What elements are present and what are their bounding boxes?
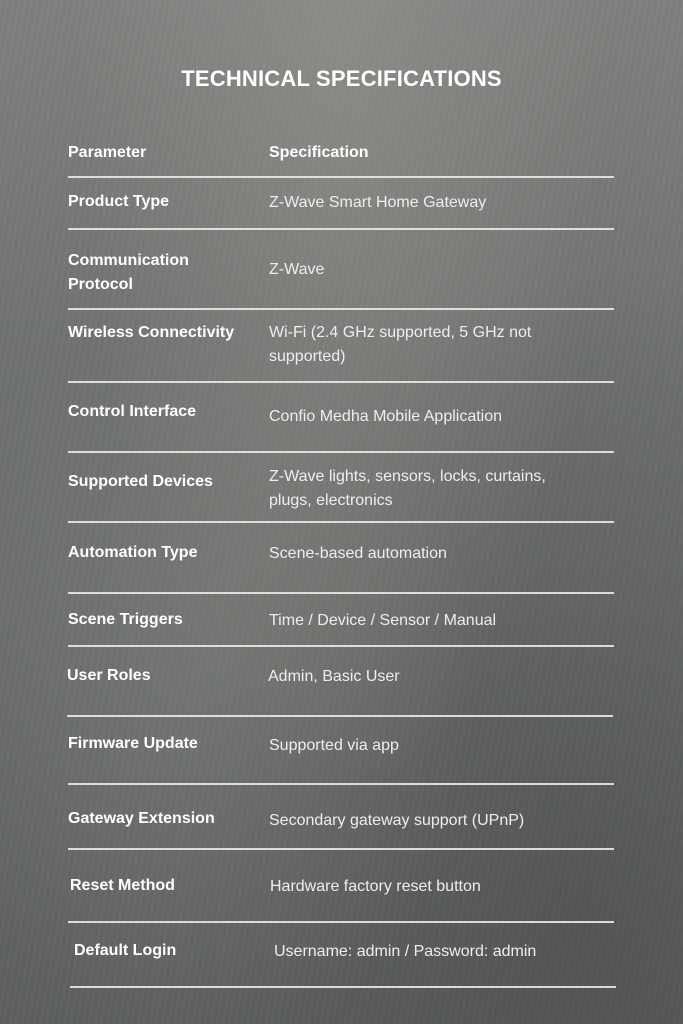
header-parameter: Parameter	[68, 144, 147, 161]
table-divider	[68, 381, 614, 383]
table-divider	[68, 848, 614, 850]
table-divider	[68, 308, 614, 310]
row-spec-reset-method: Hardware factory reset button	[270, 878, 481, 895]
row-spec-wireless-connectivity: Wi-Fi (2.4 GHz supported, 5 GHz not supported)	[269, 324, 532, 365]
row-spec-communication-protocol: Z-Wave	[269, 261, 325, 278]
row-spec-scene-triggers: Time / Device / Sensor / Manual	[269, 612, 497, 629]
table-divider	[68, 645, 614, 647]
table-divider	[68, 521, 614, 523]
row-parameter-gateway-extension: Gateway Extension	[68, 810, 215, 827]
table-divider	[68, 228, 614, 230]
row-parameter-product-type: Product Type	[68, 193, 170, 210]
row-spec-default-login: Username: admin / Password: admin	[274, 943, 537, 960]
row-parameter-reset-method: Reset Method	[70, 877, 175, 894]
row-parameter-default-login: Default Login	[74, 942, 177, 959]
table-divider	[68, 592, 614, 594]
header-specification: Specification	[269, 144, 369, 161]
table-divider	[68, 176, 614, 178]
row-spec-supported-devices: Z-Wave lights, sensors, locks, curtains, plugs, electronics	[269, 468, 546, 509]
row-parameter-control-interface: Control Interface	[68, 403, 197, 420]
row-parameter-supported-devices: Supported Devices	[68, 473, 213, 490]
row-spec-control-interface: Confio Medha Mobile Application	[269, 408, 503, 425]
page-title: TECHNICAL SPECIFICATIONS	[181, 66, 502, 91]
table-divider	[68, 783, 614, 785]
row-parameter-firmware-update: Firmware Update	[68, 735, 198, 752]
table-divider	[68, 921, 614, 923]
row-parameter-scene-triggers: Scene Triggers	[68, 611, 183, 628]
row-spec-firmware-update: Supported via app	[269, 737, 399, 754]
row-spec-automation-type: Scene-based automation	[269, 545, 447, 562]
table-divider	[68, 451, 614, 453]
row-parameter-user-roles: User Roles	[67, 667, 151, 684]
table-divider	[70, 986, 616, 988]
table-divider	[67, 715, 613, 717]
row-spec-product-type: Z-Wave Smart Home Gateway	[269, 194, 487, 211]
row-spec-gateway-extension: Secondary gateway support (UPnP)	[269, 812, 525, 829]
row-parameter-wireless-connectivity: Wireless Connectivity	[68, 324, 235, 341]
row-parameter-automation-type: Automation Type	[68, 544, 198, 561]
row-parameter-communication-protocol: Communication Protocol	[68, 252, 189, 293]
row-spec-user-roles: Admin, Basic User	[268, 668, 400, 685]
